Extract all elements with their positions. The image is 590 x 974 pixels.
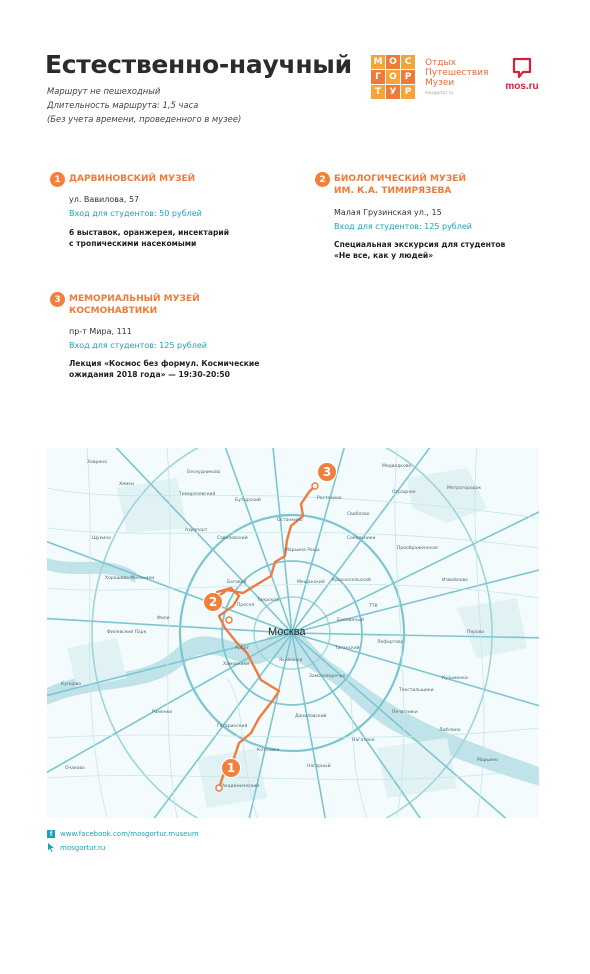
map-label: Кунцево bbox=[61, 682, 82, 687]
map-label: Останкино bbox=[277, 518, 303, 523]
museum-description: 6 выставок, оранжерея, инсектарий с тропическими насекомыми bbox=[69, 228, 230, 248]
map-label: Хорошево-Мнёвники bbox=[105, 576, 155, 581]
map-label: Мещанский bbox=[297, 580, 325, 585]
route-duration-note: Длительность маршрута: 1,5 часа bbox=[47, 100, 199, 110]
map-city-label: Москва bbox=[268, 626, 306, 638]
map-label: Ростокино bbox=[317, 496, 342, 501]
map-label: Котловка bbox=[257, 748, 280, 753]
map-label: Арбат bbox=[235, 646, 250, 651]
museum-price: Вход для студентов: 50 рублей bbox=[69, 209, 202, 218]
map-label: Тверской bbox=[257, 598, 279, 603]
facebook-icon: f bbox=[47, 830, 55, 838]
museum-name: МЕМОРИАЛЬНЫЙ МУЗЕЙ КОСМОНАВТИКИ bbox=[69, 294, 200, 316]
map-marker-1[interactable]: 1 bbox=[221, 758, 241, 778]
map-label: Раменки bbox=[152, 710, 173, 715]
mosru-logo[interactable] bbox=[497, 57, 547, 92]
map-label: Гагаринский bbox=[217, 724, 248, 729]
museum-number: 3 bbox=[50, 292, 65, 307]
map-label: Бутырский bbox=[235, 498, 261, 503]
map-label: Медведково bbox=[382, 464, 412, 469]
map-label: Хамовники bbox=[223, 662, 250, 667]
map-label: Нагатино bbox=[352, 738, 375, 743]
site-link[interactable] bbox=[47, 843, 105, 852]
museum-price: Вход для студентов: 125 рублей bbox=[334, 222, 472, 231]
route-map[interactable] bbox=[47, 448, 539, 818]
map-label: Замоскворечье bbox=[309, 674, 346, 679]
map-label: Аэропорт bbox=[185, 528, 208, 533]
museum-card-cosmonautics bbox=[50, 292, 310, 382]
map-label: Кузьминки bbox=[442, 676, 468, 681]
map-label: Преображенская bbox=[397, 546, 438, 551]
map-label: Беговой bbox=[227, 580, 247, 585]
map-label: Фили bbox=[157, 616, 170, 621]
map-label: Бескудниково bbox=[187, 470, 221, 475]
map-label: Химки bbox=[119, 482, 135, 487]
mosgortur-tagline: Отдых Путешествия Музеи bbox=[425, 58, 489, 88]
map-label: Марьино bbox=[477, 758, 498, 763]
map-label: Якиманка bbox=[279, 658, 303, 663]
museum-description: Специальная экскурсия для студентов «Не все, как у людей» bbox=[334, 240, 506, 260]
museum-address: пр-т Мира, 111 bbox=[69, 327, 132, 336]
site-url[interactable]: mosgortur.ru bbox=[60, 843, 106, 852]
map-label: Даниловский bbox=[295, 714, 327, 719]
map-label: Академический bbox=[222, 784, 260, 789]
mosgortur-logo[interactable]: М О С Г О Р Т У Р bbox=[371, 55, 415, 99]
mosgortur-logo-site: mosgortur.ru bbox=[425, 90, 454, 95]
map-label: Тимирязевский bbox=[179, 492, 216, 497]
speech-bubble-icon bbox=[512, 57, 532, 79]
map-label: Текстильщики bbox=[399, 688, 434, 693]
facebook-url[interactable]: www.facebook.com/mosgortur.museum bbox=[60, 830, 199, 838]
map-label: Перово bbox=[467, 630, 485, 635]
map-label: Пресня bbox=[237, 603, 255, 608]
museum-description: Лекция «Космос без формул. Космические ожидания 2018 года» — 19:30-20:50 bbox=[69, 359, 260, 379]
map-label: Отрадное bbox=[392, 490, 416, 495]
museum-address: ул. Вавилова, 57 bbox=[69, 195, 140, 204]
map-label: Очаково bbox=[65, 766, 85, 771]
page-title: Естественно-научный bbox=[45, 50, 352, 79]
map-label: Измайлово bbox=[442, 578, 468, 583]
map-label: Ховрино bbox=[87, 460, 107, 465]
map-label: Метрогородок bbox=[447, 486, 482, 491]
map-label: ТТК bbox=[369, 604, 378, 609]
map-label: Люблино bbox=[439, 728, 461, 733]
map-label: Печатники bbox=[392, 710, 418, 715]
map-marker-2[interactable]: 2 bbox=[203, 592, 223, 612]
museum-card-timiryazev bbox=[315, 172, 555, 262]
map-label: Лефортово bbox=[377, 640, 404, 645]
museum-price: Вход для студентов: 125 рублей bbox=[69, 341, 207, 350]
facebook-link[interactable] bbox=[47, 830, 199, 838]
museum-number: 2 bbox=[315, 172, 330, 187]
museum-name: БИОЛОГИЧЕСКИЙ МУЗЕЙ ИМ. К.А. ТИМИРЯЗЕВА bbox=[334, 174, 466, 196]
map-label: Щукино bbox=[92, 536, 111, 541]
map-label: Марьина Роща bbox=[285, 548, 320, 553]
map-label: Красносельский bbox=[332, 578, 371, 583]
cursor-icon bbox=[47, 843, 55, 852]
museum-address: Малая Грузинская ул., 15 bbox=[334, 208, 442, 217]
museum-number: 1 bbox=[50, 172, 65, 187]
museum-card-darwin bbox=[50, 172, 290, 252]
map-label: Сокольники bbox=[347, 536, 376, 541]
map-label: Свиблово bbox=[347, 512, 370, 517]
map-label: Филевский Парк bbox=[107, 630, 147, 635]
route-type-note: Маршрут не пешеходный bbox=[47, 86, 161, 96]
route-time-note: (Без учета времени, проведенного в музее) bbox=[47, 114, 242, 124]
map-label: Басманный bbox=[337, 618, 364, 623]
mosru-label: mos.ru bbox=[505, 81, 539, 92]
map-marker-3[interactable]: 3 bbox=[317, 462, 337, 482]
map-label: Савеловский bbox=[217, 536, 248, 541]
museum-name: ДАРВИНОВСКИЙ МУЗЕЙ bbox=[69, 174, 196, 184]
map-label: Нагорный bbox=[307, 764, 331, 769]
map-label: Таганский bbox=[335, 646, 360, 651]
